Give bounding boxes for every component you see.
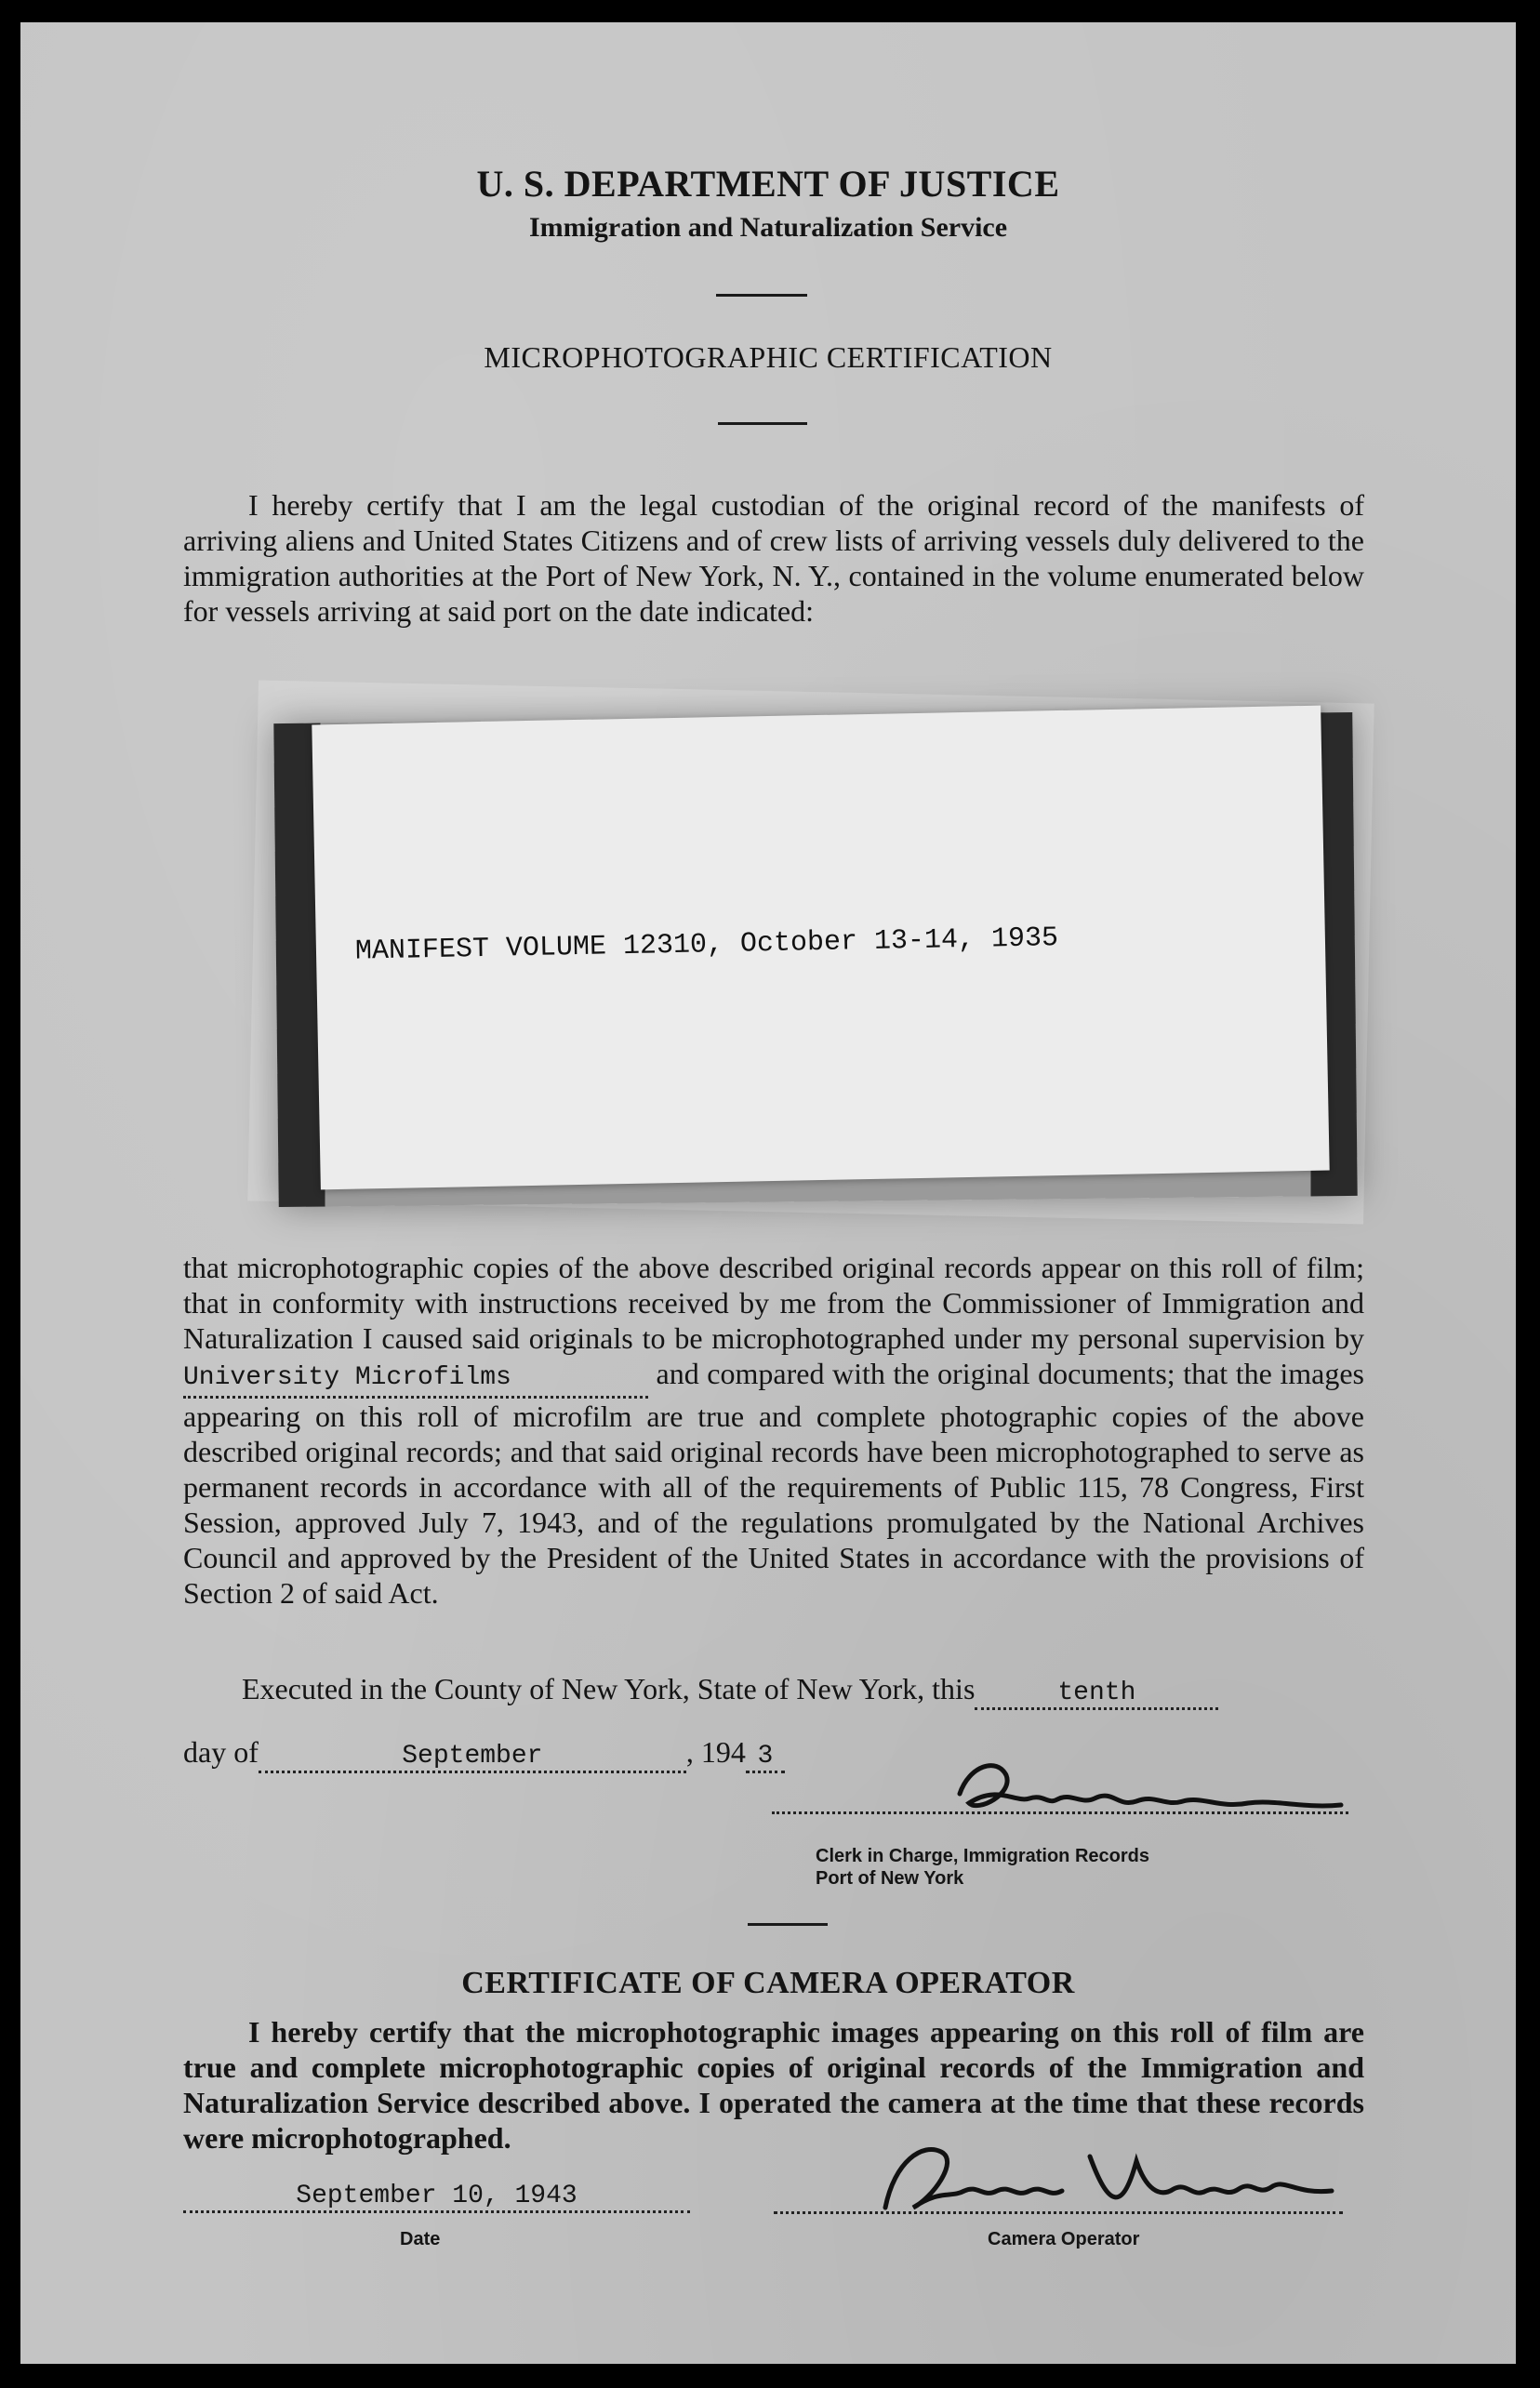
clerk-caption-line2: Port of New York bbox=[816, 1868, 964, 1889]
divider-bottom bbox=[748, 1923, 828, 1926]
year-field: 3 bbox=[746, 1742, 785, 1773]
camera-operator-label: Camera Operator bbox=[988, 2229, 1140, 2249]
filmed-by-field: University Microfilms bbox=[183, 1360, 648, 1399]
clerk-caption-line1: Clerk in Charge, Immigration Records bbox=[816, 1846, 1149, 1866]
section-title: MICROPHOTOGRAPHIC CERTIFICATION bbox=[484, 340, 1053, 374]
divider-section bbox=[718, 422, 807, 425]
service-subtitle: Immigration and Naturalization Service bbox=[528, 212, 1008, 243]
divider-top bbox=[716, 294, 807, 297]
department-title: U. S. DEPARTMENT OF JUSTICE bbox=[476, 163, 1060, 205]
executed-line bbox=[242, 1672, 1218, 1710]
executed-text: Executed in the County of New York, State of New York, this bbox=[242, 1672, 976, 1705]
microfilm-text-part2: and compared with the original documents; that the images appearing on this roll of microfilm are true and complete photographic copies of the above described original records; and that said original records have been microphotographed to serve as permanent records in accordance with all of the requirements of Public 115, 78 Congress, First Session, approved July 7, 1943, and of the regulations promulgated by the National Archives Council and approved by the President of the United States in accordance with the provisions of Section 2 of said Act. bbox=[183, 1357, 1365, 1610]
operator-text: I hereby certify that the microphotographic images appearing on this roll of film are true and complete microphotographic copies of original records of the Immigration and Naturalization Service described above. I operated the camera at the time that these records were microphotographed. bbox=[183, 2015, 1364, 2155]
clerk-signature bbox=[941, 1747, 1350, 1831]
year-prefix: , 194 bbox=[685, 1735, 746, 1769]
certificate-page bbox=[20, 22, 1516, 2364]
microfilm-paragraph bbox=[183, 1250, 1364, 1611]
manifest-card bbox=[312, 706, 1329, 1190]
clerk-caption bbox=[816, 1845, 1149, 1890]
operator-date-field: September 10, 1943 bbox=[183, 2182, 690, 2213]
manifest-volume-text: MANIFEST VOLUME 12310, October 13-14, 1935 bbox=[354, 922, 1059, 968]
operator-cert-title: CERTIFICATE OF CAMERA OPERATOR bbox=[461, 1966, 1075, 2000]
custodian-paragraph bbox=[183, 487, 1364, 629]
day-of-line bbox=[183, 1735, 785, 1773]
day-field: tenth bbox=[975, 1678, 1218, 1710]
month-field: September bbox=[259, 1742, 686, 1773]
date-label: Date bbox=[400, 2229, 441, 2249]
operator-signature bbox=[857, 2133, 1341, 2226]
microfilm-text-part1: that microphotographic copies of the above described original records appear on this roll of film; that in conformity with instructions received by me from the Commissioner of Immigration and Naturalization I caused said originals to be microphotographed under my personal supervision by bbox=[183, 1251, 1364, 1355]
custodian-text: I hereby certify that I am the legal custodian of the original record of the manifests of arriving aliens and United States Citizens and of crew lists of arriving vessels duly delivered to the immigration authorities at the Port of New York, N. Y., contained in the volume enumerated below for vessels arriving at said port on the date indicated: bbox=[183, 488, 1364, 628]
day-of-label: day of bbox=[183, 1735, 259, 1769]
